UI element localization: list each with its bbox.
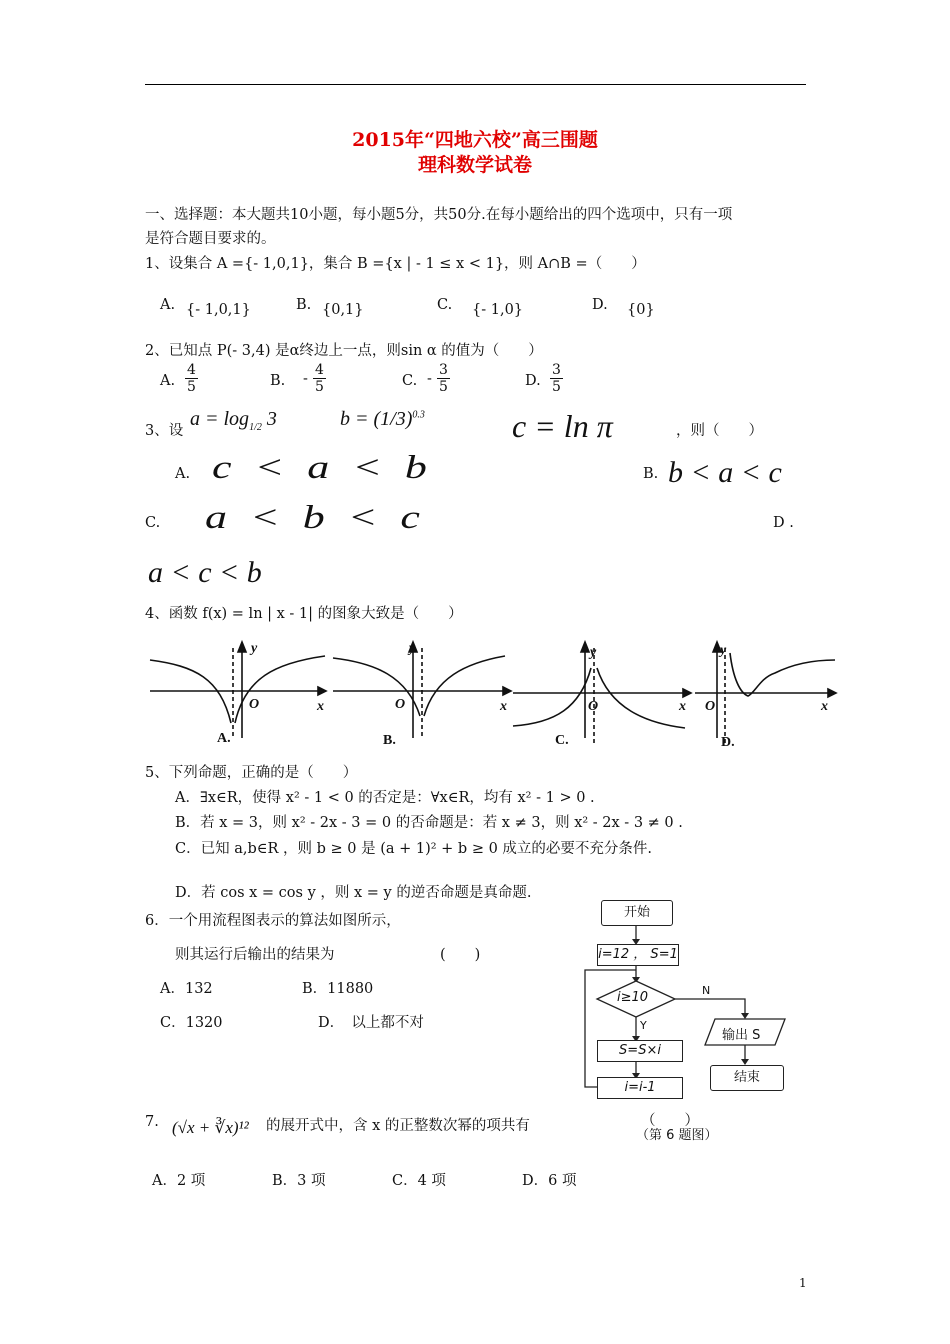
- q4-a-axis-y: y: [251, 641, 258, 656]
- q4-c-origin: O: [588, 699, 599, 714]
- q3-option-b: b < a < c: [668, 456, 782, 489]
- q5-option-a: A．∃x∈R，使得 x² - 1 < 0 的否定是：∀x∈R，均有 x² - 1 > 0 .: [175, 790, 595, 806]
- q5-stem: 5、下列命题，正确的是（ ）: [145, 765, 358, 781]
- q5-option-c: C．已知 a,b∈R ，则 b ≥ 0 是 (a + 1)² + b ≥ 0 成立的必要不充分条件.: [175, 841, 653, 857]
- q4-d-axis-x: x: [821, 699, 828, 714]
- q1-option-d-label: D.: [592, 297, 608, 313]
- section-intro-line1: 一、选择题：本大题共10小题，每小题5分，共50分.在每小题给出的四个选项中，只有一项: [145, 207, 733, 223]
- flowchart-no: N: [702, 984, 711, 997]
- flowchart-condition: i≥10: [617, 990, 649, 1005]
- q3-option-c: a < b < c: [205, 498, 426, 536]
- q6-stem-line1: 6．一个用流程图表示的算法如图所示，: [145, 913, 401, 929]
- q3-suffix: ，则（ ）: [676, 423, 763, 439]
- flowchart-init: i=12 ， S=1: [597, 944, 679, 966]
- flowchart-update-s: S=S×i: [597, 1040, 683, 1062]
- q1-option-d: {0}: [627, 302, 655, 318]
- q7-number: 7.: [145, 1114, 159, 1130]
- q4-c-axis-y: y: [590, 645, 597, 660]
- q3-option-d-label: D .: [773, 515, 794, 531]
- q4-d-axis-y: y: [720, 643, 727, 658]
- flowchart-end: 结束: [710, 1065, 784, 1091]
- q2-option-a: $\frac{4}{5}$: [187, 362, 196, 395]
- q4-c-axis-x: x: [679, 699, 686, 714]
- flowchart-output: 输出 S: [722, 1028, 761, 1043]
- q5-option-d: D．若 cos x = cos y ，则 x = y 的逆否命题是真命题.: [175, 885, 532, 901]
- q1-option-c-label: C.: [437, 297, 453, 313]
- flowchart-start: 开始: [601, 900, 673, 926]
- q7-option-d: D．6 项: [522, 1173, 577, 1189]
- q4-graphs: [145, 638, 845, 753]
- q7-expression: (√x + ∛x)¹²: [172, 1118, 249, 1137]
- q2-option-c-label: C.: [402, 373, 418, 389]
- q3-b-expr: $b = (1/3)^{0.3}$: [340, 408, 425, 430]
- q4-label-c: C.: [555, 733, 569, 748]
- q3-option-c-label: C.: [145, 515, 161, 531]
- q7-answer-paren: （ ）: [641, 1113, 699, 1129]
- q7-option-c: C．4 项: [392, 1173, 446, 1189]
- q6-option-c: C．1320: [160, 1015, 223, 1031]
- q4-b-axis-y: y: [409, 641, 416, 656]
- page-number: 1: [799, 1276, 807, 1290]
- q4-b-axis-x: x: [500, 699, 507, 714]
- q6-option-b: B．11880: [302, 981, 374, 997]
- q4-label-a: A.: [217, 731, 231, 746]
- q3-option-a-label: A.: [175, 466, 191, 482]
- q3-c-expr: c = ln π: [512, 408, 613, 444]
- q3-a-expr: $a = \log_{1/2} 3$: [190, 408, 277, 433]
- header-rule: [145, 84, 806, 85]
- q4-stem: 4、函数 f(x) = ln | x - 1| 的图象大致是（ ）: [145, 606, 463, 622]
- q4-a-axis-x: x: [317, 699, 324, 714]
- q2-option-c: - $\frac{3}{5}$: [427, 362, 448, 395]
- q4-label-b: B.: [383, 733, 396, 748]
- q4-b-origin: O: [395, 697, 406, 712]
- q2-option-d-label: D.: [525, 373, 541, 389]
- section-intro-line2: 是符合题目要求的。: [145, 231, 276, 247]
- q4-d-origin: O: [705, 699, 716, 714]
- q2-stem: 2、已知点 P(- 3,4) 是α终边上一点，则sin α 的值为（ ）: [145, 343, 543, 359]
- q1-option-c: {- 1,0}: [472, 302, 524, 318]
- q7-option-a: A．2 项: [152, 1173, 206, 1189]
- q2-option-d: $\frac{3}{5}$: [552, 362, 561, 395]
- flowchart-update-i: i=i-1: [597, 1077, 683, 1099]
- q1-option-b: {0,1}: [322, 302, 364, 318]
- q7-stem: 的展开式中，含 x 的正整数次幂的项共有: [266, 1118, 530, 1134]
- q1-option-b-label: B.: [296, 297, 312, 313]
- q4-a-origin: O: [249, 697, 260, 712]
- flowchart-caption: （第 6 题图）: [636, 1128, 718, 1143]
- q3-option-b-label: B.: [643, 466, 659, 482]
- q6-stem-line2: 则其运行后输出的结果为: [175, 947, 335, 963]
- q3-option-d: a < c < b: [148, 556, 262, 589]
- q2-option-a-label: A.: [160, 373, 176, 389]
- q2-option-b-label: B.: [270, 373, 286, 389]
- exam-subtitle: 理科数学试卷: [417, 154, 532, 176]
- q6-answer-paren: ( ): [440, 947, 481, 963]
- flowchart-yes: Y: [640, 1019, 647, 1032]
- q2-option-b: - $\frac{4}{5}$: [303, 362, 324, 395]
- q6-option-a: A．132: [160, 981, 213, 997]
- q6-option-d: D． 以上都不对: [318, 1015, 424, 1031]
- exam-title: 2015年“四地六校”高三围题: [352, 129, 598, 151]
- q7-option-b: B．3 项: [272, 1173, 326, 1189]
- q5-option-b: B．若 x = 3，则 x² - 2x - 3 = 0 的否命题是：若 x ≠ 3，则 x² - 2x - 3 ≠ 0 .: [175, 815, 683, 831]
- q1-option-a-label: A.: [160, 297, 176, 313]
- q1-option-a: {- 1,0,1}: [186, 302, 251, 318]
- q3-option-a: c < a < b: [212, 448, 433, 486]
- q1-stem: 1、设集合 A ={- 1,0,1}，集合 B ={x | - 1 ≤ x < 1}，则 A∩B =（ ）: [145, 256, 646, 272]
- q3-prefix: 3、设: [145, 423, 184, 439]
- q4-label-d: D.: [721, 735, 735, 750]
